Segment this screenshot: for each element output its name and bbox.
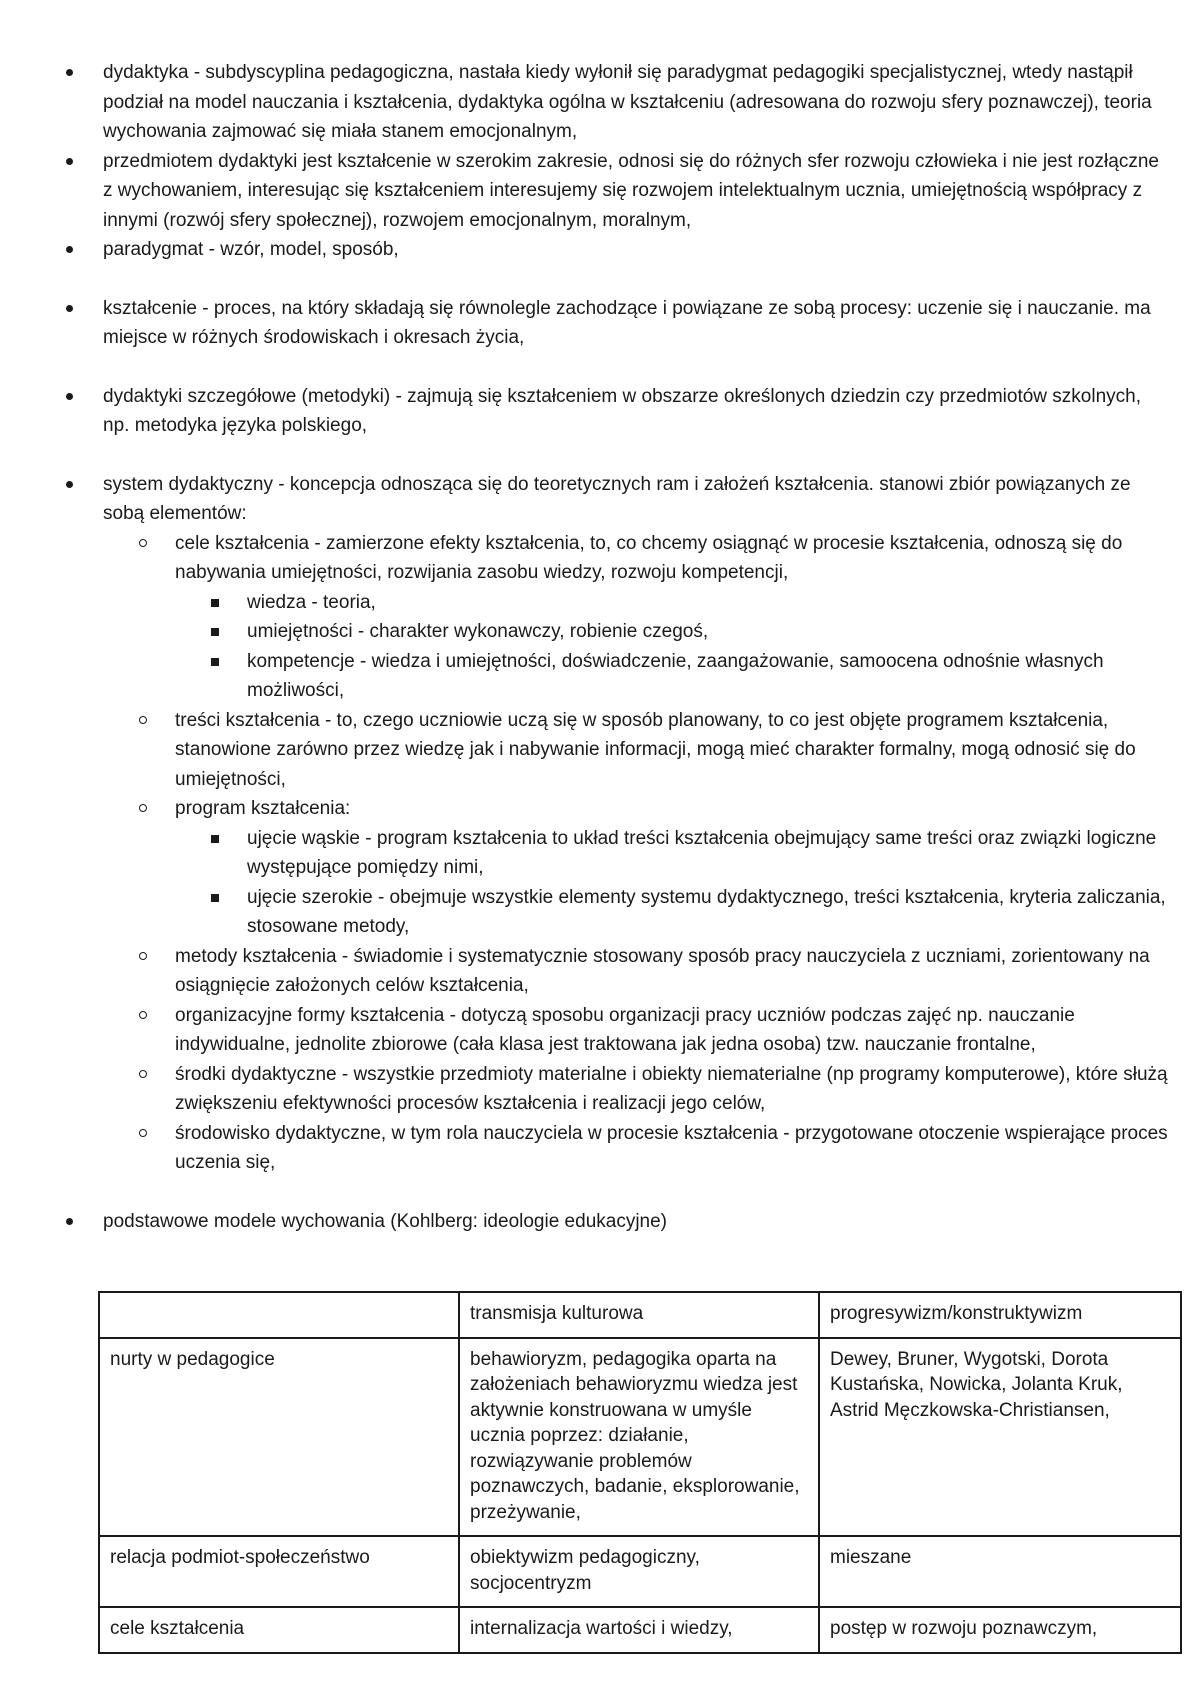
system-dydaktyczny-text: system dydaktyczny - koncepcja odnosząca się do teoretycznych ram i założeń kształcenia. stanowi zbiór powiązanych ze sobą elementów:	[103, 473, 1131, 524]
list-item-ujecie-szerokie: ujęcie szerokie - obejmuje wszystkie elementy systemu dydaktycznego, treści kształcenia, kryteria zaliczania, stosowane metody,	[175, 883, 1170, 942]
list-item-srodowisko: środowisko dydaktyczne, w tym rola nauczyciela w procesie kształcenia - przygotowane otoczenie wspierające proces uczenia się,	[103, 1119, 1170, 1178]
table-row	[99, 1536, 1181, 1607]
table-cell: nurty w pedagogice	[99, 1338, 459, 1537]
table-cell	[99, 1292, 459, 1338]
table-cell: postęp w rozwoju poznawczym,	[819, 1607, 1181, 1653]
list-item-program	[103, 794, 1170, 942]
table-row	[99, 1338, 1181, 1537]
table-cell: Dewey, Bruner, Wygotski, Dorota Kustańska, Nowicka, Jolanta Kruk, Astrid Męczkowska-Christiansen,	[819, 1338, 1181, 1537]
table-cell: cele kształcenia	[99, 1607, 459, 1653]
list-item-cele	[103, 529, 1170, 706]
program-sublist	[175, 824, 1170, 942]
list-item-srodki: środki dydaktyczne - wszystkie przedmioty materialne i obiekty niematerialne (np programy komputerowe), które służą zwiększeniu efektywności procesów kształcenia i realizacji jego celów,	[103, 1060, 1170, 1119]
table-cell: relacja podmiot-społeczeństwo	[99, 1536, 459, 1607]
cele-sublist	[175, 588, 1170, 706]
table-cell: obiektywizm pedagogiczny, socjocentryzm	[459, 1536, 819, 1607]
list-item-kompetencje: kompetencje - wiedza i umiejętności, doświadczenie, zaangażowanie, samoocena odnośnie własnych możliwości,	[175, 647, 1170, 706]
table-cell: behawioryzm, pedagogika oparta na założeniach behawioryzmu wiedza jest aktywnie konstruowana w umyśle ucznia poprzez: działanie, rozwiązywanie problemów poznawczych, badanie, eksplorowanie, przeżywanie,	[459, 1338, 819, 1537]
list-item-dydaktyki-szczegolowe: dydaktyki szczegółowe (metodyki) - zajmują się kształceniem w obszarze określonych dziedzin czy przedmiotów szkolnych, np. metodyka języka polskiego,	[0, 382, 1200, 441]
cele-text: cele kształcenia - zamierzone efekty kształcenia, to, co chcemy osiągnąć w procesie kształcenia, odnoszą się do nabywania umiejętności, rozwijania zasobu wiedzy, rozwoju kompetencji,	[175, 532, 1123, 583]
program-text: program kształcenia:	[175, 798, 351, 819]
table-cell: mieszane	[819, 1536, 1181, 1607]
table-header-row	[99, 1292, 1181, 1338]
list-item-metody: metody kształcenia - świadomie i systematycznie stosowany sposób pracy nauczyciela z uczniami, zorientowany na osiągnięcie założonych celów kształcenia,	[103, 942, 1170, 1001]
list-item-modele-wychowania: podstawowe modele wychowania (Kohlberg: ideologie edukacyjne)	[0, 1207, 1200, 1237]
list-item-dydaktyka: dydaktyka - subdyscyplina pedagogiczna, nastała kiedy wyłonił się paradygmat pedagogiki specjalistycznej, wtedy nastąpił podział na model nauczania i kształcenia, dydaktyka ogólna w kształceniu (adresowana do rozwoju sfery poznawczej), teoria wychowania zajmować się miała stanem emocjonalnym,	[0, 58, 1200, 147]
list-item-wiedza: wiedza - teoria,	[175, 588, 1170, 618]
table-cell: transmisja kulturowa	[459, 1292, 819, 1338]
list-item-umiejetnosci: umiejętności - charakter wykonawczy, robienie czegoś,	[175, 617, 1170, 647]
table-row	[99, 1607, 1181, 1653]
list-item-przedmiot-dydaktyki: przedmiotem dydaktyki jest kształcenie w szerokim zakresie, odnosi się do różnych sfer rozwoju człowieka i nie jest rozłączne z wychowaniem, interesując się kształceniem interesujemy się rozwojem intelektualnym ucznia, umiejętnością współpracy z innymi (rozwój sfery społecznej), rozwojem emocjonalnym, moralnym,	[0, 147, 1200, 236]
models-table	[98, 1291, 1182, 1654]
list-item-system-dydaktyczny	[0, 470, 1200, 1178]
table-cell: progresywizm/konstruktywizm	[819, 1292, 1181, 1338]
list-item-ujecie-waskie: ujęcie wąskie - program kształcenia to układ treści kształcenia obejmujący same treści oraz związki logiczne występujące pomiędzy nimi,	[175, 824, 1170, 883]
list-item-ksztalcenie: kształcenie - proces, na który składają się równolegle zachodzące i powiązane ze sobą procesy: uczenie się i nauczanie. ma miejsce w różnych środowiskach i okresach życia,	[0, 294, 1200, 353]
table-wrapper	[98, 1291, 1182, 1654]
bullet-list	[0, 58, 1200, 1236]
list-item-paradygmat: paradygmat - wzór, model, sposób,	[0, 235, 1200, 265]
system-elements-list	[103, 529, 1170, 1178]
list-item-formy: organizacyjne formy kształcenia - dotyczą sposobu organizacji pracy uczniów podczas zajęć np. nauczanie indywidualne, jednolite zbiorowe (cała klasa jest traktowana jak jedna osoba) tzw. nauczanie frontalne,	[103, 1001, 1170, 1060]
list-item-tresci: treści kształcenia - to, czego uczniowie uczą się w sposób planowany, to co jest objęte programem kształcenia, stanowione zarówno przez wiedzę jak i nabywanie informacji, mogą mieć charakter formalny, mogą odnosić się do umiejętności,	[103, 706, 1170, 795]
table-cell: internalizacja wartości i wiedzy,	[459, 1607, 819, 1653]
